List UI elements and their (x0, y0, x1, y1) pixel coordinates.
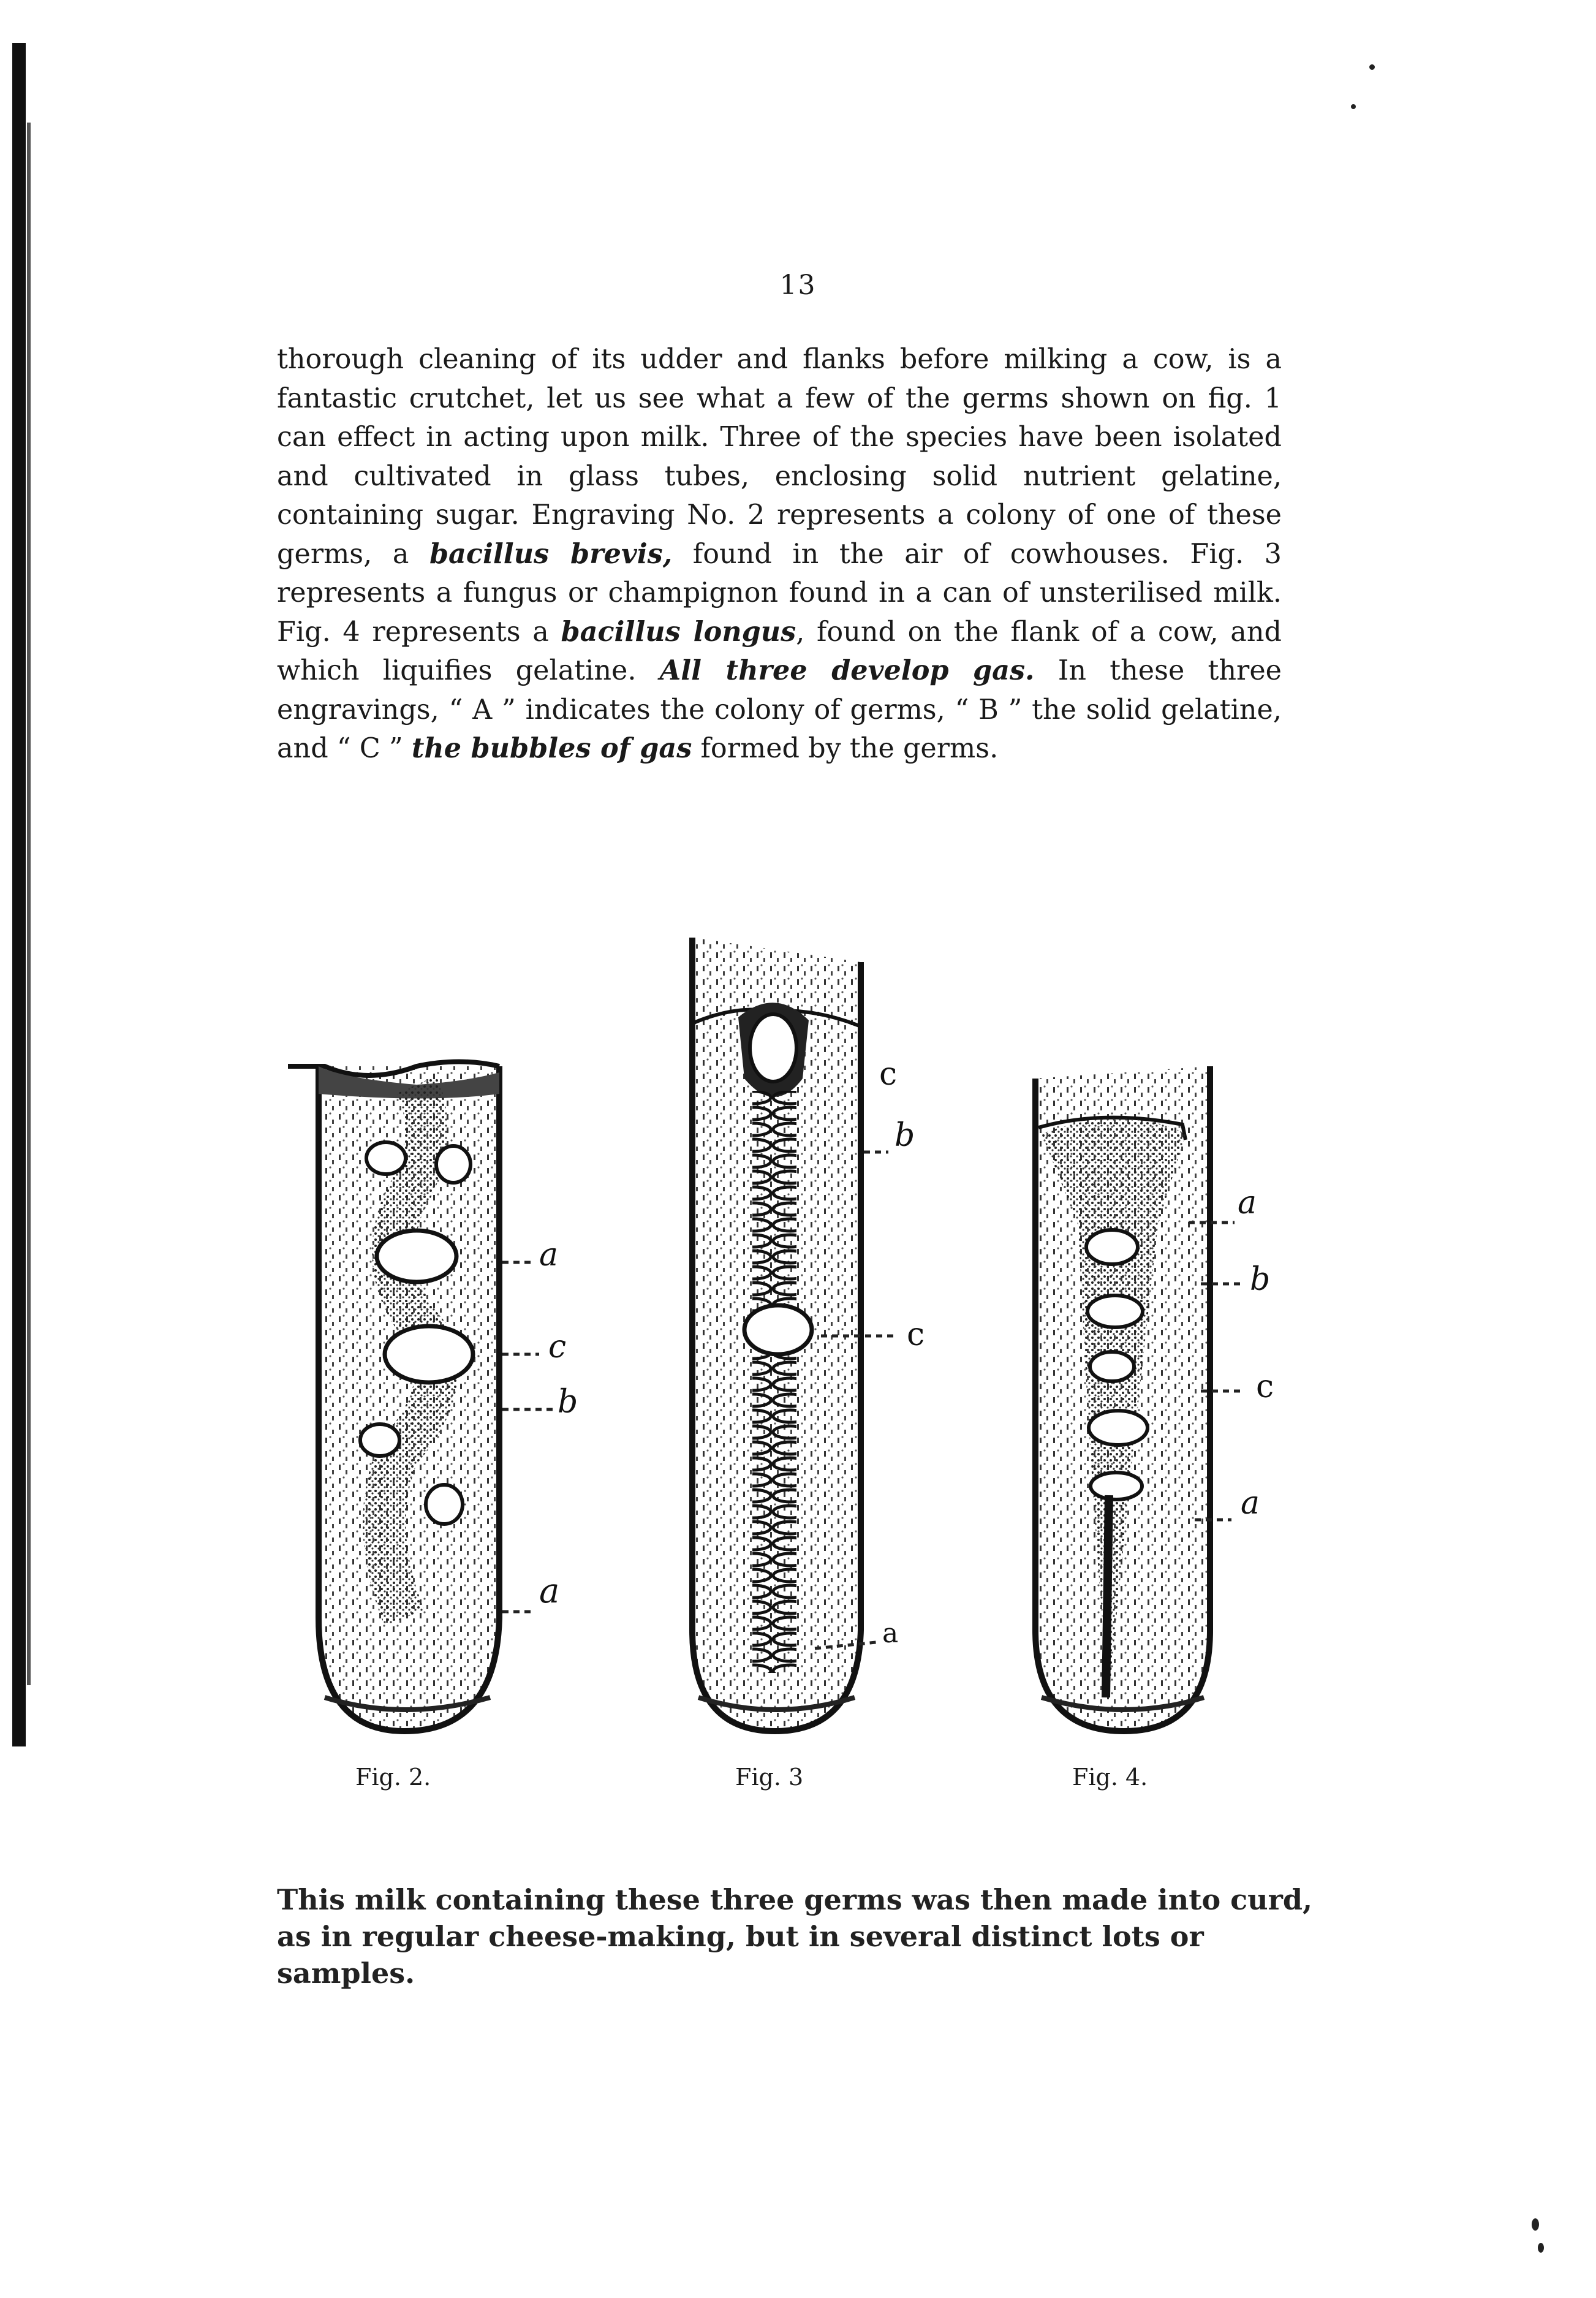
paragraph-text: found in the air of cowhouses. Fig. 3 represents a fungus or champignon found in a can of unsterilised milk. Fig. 4 represents a (277, 538, 1282, 648)
fig3-label-c2: c (907, 1316, 925, 1353)
paragraph-text: In these three engravings, “ A ” indicates the colony of germs, “ B ” the solid gelatine, and “ C ” (277, 655, 1282, 764)
speck (1532, 2218, 1539, 2231)
speck (1351, 104, 1356, 109)
fig4-label-a2: a (1241, 1485, 1260, 1522)
body-paragraph (277, 340, 1282, 768)
italic-phrase-bubbles: the bubbles of gas (411, 732, 692, 764)
speck (1538, 2243, 1544, 2253)
paragraph-text: formed by the germs. (692, 733, 999, 764)
italic-phrase-gas: All three develop gas. (659, 654, 1035, 686)
fig4-caption: Fig. 4. (1072, 1764, 1148, 1791)
italic-term-bacillus-longus: bacillus longus (561, 615, 796, 648)
fig4-label-c: c (1256, 1368, 1274, 1405)
fig3-caption: Fig. 3 (735, 1764, 804, 1791)
figures-illustration (0, 882, 1596, 1814)
fig2-tube (288, 1062, 499, 1732)
fig4-label-b: b (1250, 1261, 1271, 1298)
paragraph-text: , found on the flank of a cow, and which liquifies gelatine. (277, 616, 1282, 686)
closing-paragraph: This milk containing these three germs was then made into curd, as in regular cheese-making, but in several distinct lots or samples. (277, 1883, 1313, 1990)
fig2-label-b: b (558, 1384, 578, 1420)
paragraph-text: thorough cleaning of its udder and flanks before milking a cow, is a fantastic crutchet, let us see what a few of the germs shown on fig. 1 can effect in acting upon milk. Three of the species have been isolated and cultivated in glass tubes, enclosing solid nutrient gelatine, containing sugar. Engraving No. 2 represents a colony of one of these germs, a (277, 344, 1282, 570)
fig3-label-a: a (882, 1618, 899, 1649)
fig2-label-a2: a (539, 1571, 560, 1611)
page-number: 13 (779, 270, 817, 301)
fig2-label-c: c (548, 1329, 567, 1365)
fig2-label-a: a (539, 1237, 559, 1273)
fig2-caption: Fig. 2. (355, 1764, 431, 1791)
fig4-tube (1035, 1066, 1210, 1731)
fig3-label-c: c (879, 1056, 898, 1093)
fig3-label-b: b (894, 1117, 915, 1154)
italic-term-bacillus-brevis: bacillus brevis, (429, 537, 673, 570)
speck (1369, 64, 1375, 70)
fig4-label-a: a (1238, 1185, 1257, 1221)
